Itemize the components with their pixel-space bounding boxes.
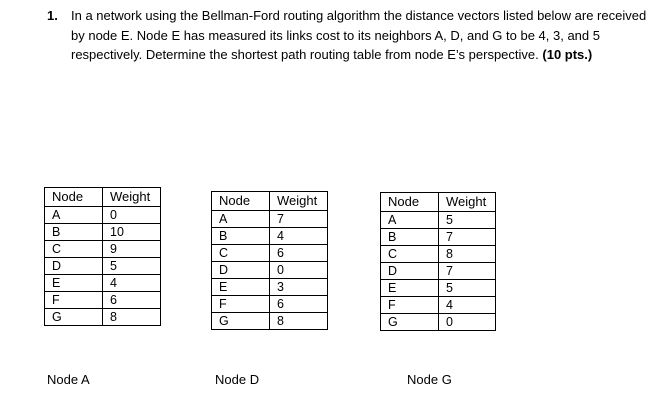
node-cell: C xyxy=(45,241,103,258)
weight-cell: 3 xyxy=(270,279,328,296)
node-cell: C xyxy=(212,245,270,262)
node-cell: E xyxy=(212,279,270,296)
question-points: (10 pts.) xyxy=(542,47,593,62)
distance-vector-table-a xyxy=(44,187,161,326)
question-block xyxy=(47,6,647,65)
weight-cell: 8 xyxy=(439,246,496,263)
table-row xyxy=(381,314,496,331)
node-cell: E xyxy=(45,275,103,292)
table-row xyxy=(45,292,161,309)
table-row xyxy=(381,280,496,297)
table-row xyxy=(212,262,328,279)
weight-cell: 8 xyxy=(103,309,161,326)
header-weight: Weight xyxy=(439,193,496,212)
header-weight: Weight xyxy=(103,188,161,207)
header-weight: Weight xyxy=(270,192,328,211)
table-row xyxy=(212,313,328,330)
table-header-row xyxy=(45,188,161,207)
node-cell: D xyxy=(381,263,439,280)
weight-cell: 0 xyxy=(439,314,496,331)
caption-node-a: Node A xyxy=(47,372,90,387)
weight-cell: 5 xyxy=(439,212,496,229)
weight-cell: 6 xyxy=(270,296,328,313)
table-row xyxy=(381,212,496,229)
node-cell: G xyxy=(45,309,103,326)
weight-cell: 8 xyxy=(270,313,328,330)
node-cell: B xyxy=(212,228,270,245)
node-cell: G xyxy=(381,314,439,331)
table-row xyxy=(381,246,496,263)
table-header-row xyxy=(381,193,496,212)
table-row xyxy=(212,245,328,262)
weight-cell: 4 xyxy=(103,275,161,292)
node-cell: G xyxy=(212,313,270,330)
node-cell: C xyxy=(381,246,439,263)
weight-cell: 7 xyxy=(439,263,496,280)
node-cell: F xyxy=(381,297,439,314)
weight-cell: 4 xyxy=(439,297,496,314)
table-row xyxy=(45,275,161,292)
node-cell: F xyxy=(45,292,103,309)
weight-cell: 0 xyxy=(103,207,161,224)
caption-node-d: Node D xyxy=(215,372,260,387)
node-cell: B xyxy=(381,229,439,246)
node-cell: F xyxy=(212,296,270,313)
table-row xyxy=(381,263,496,280)
weight-cell: 5 xyxy=(103,258,161,275)
node-cell: E xyxy=(381,280,439,297)
table-row xyxy=(45,258,161,275)
table-row xyxy=(212,296,328,313)
node-cell: B xyxy=(45,224,103,241)
node-cell: A xyxy=(212,211,270,228)
node-cell: A xyxy=(45,207,103,224)
weight-cell: 0 xyxy=(270,262,328,279)
node-cell: D xyxy=(212,262,270,279)
table-row xyxy=(45,309,161,326)
table-row xyxy=(45,241,161,258)
distance-vector-table-g xyxy=(380,192,496,331)
table-row xyxy=(212,228,328,245)
header-node: Node xyxy=(381,193,439,212)
table-row xyxy=(212,279,328,296)
weight-cell: 7 xyxy=(270,211,328,228)
table-header-row xyxy=(212,192,328,211)
node-cell: D xyxy=(45,258,103,275)
question-number: 1. xyxy=(47,8,58,23)
weight-cell: 10 xyxy=(103,224,161,241)
table-row xyxy=(45,207,161,224)
table-row xyxy=(45,224,161,241)
caption-node-g: Node G xyxy=(407,372,452,387)
weight-cell: 6 xyxy=(270,245,328,262)
weight-cell: 4 xyxy=(270,228,328,245)
question-text xyxy=(71,6,647,65)
weight-cell: 6 xyxy=(103,292,161,309)
weight-cell: 9 xyxy=(103,241,161,258)
table-row xyxy=(381,297,496,314)
weight-cell: 7 xyxy=(439,229,496,246)
table-row xyxy=(212,211,328,228)
table-row xyxy=(381,229,496,246)
question-body: In a network using the Bellman-Ford routing algorithm the distance vectors listed below are received by node E. Node E has measured its links cost to its neighbors A, D, and G to be 4, 3, and 5 respectively. Determine the shortest path routing table from node E’s perspective. xyxy=(71,8,647,62)
header-node: Node xyxy=(45,188,103,207)
header-node: Node xyxy=(212,192,270,211)
weight-cell: 5 xyxy=(439,280,496,297)
node-cell: A xyxy=(381,212,439,229)
distance-vector-table-d xyxy=(211,191,328,330)
